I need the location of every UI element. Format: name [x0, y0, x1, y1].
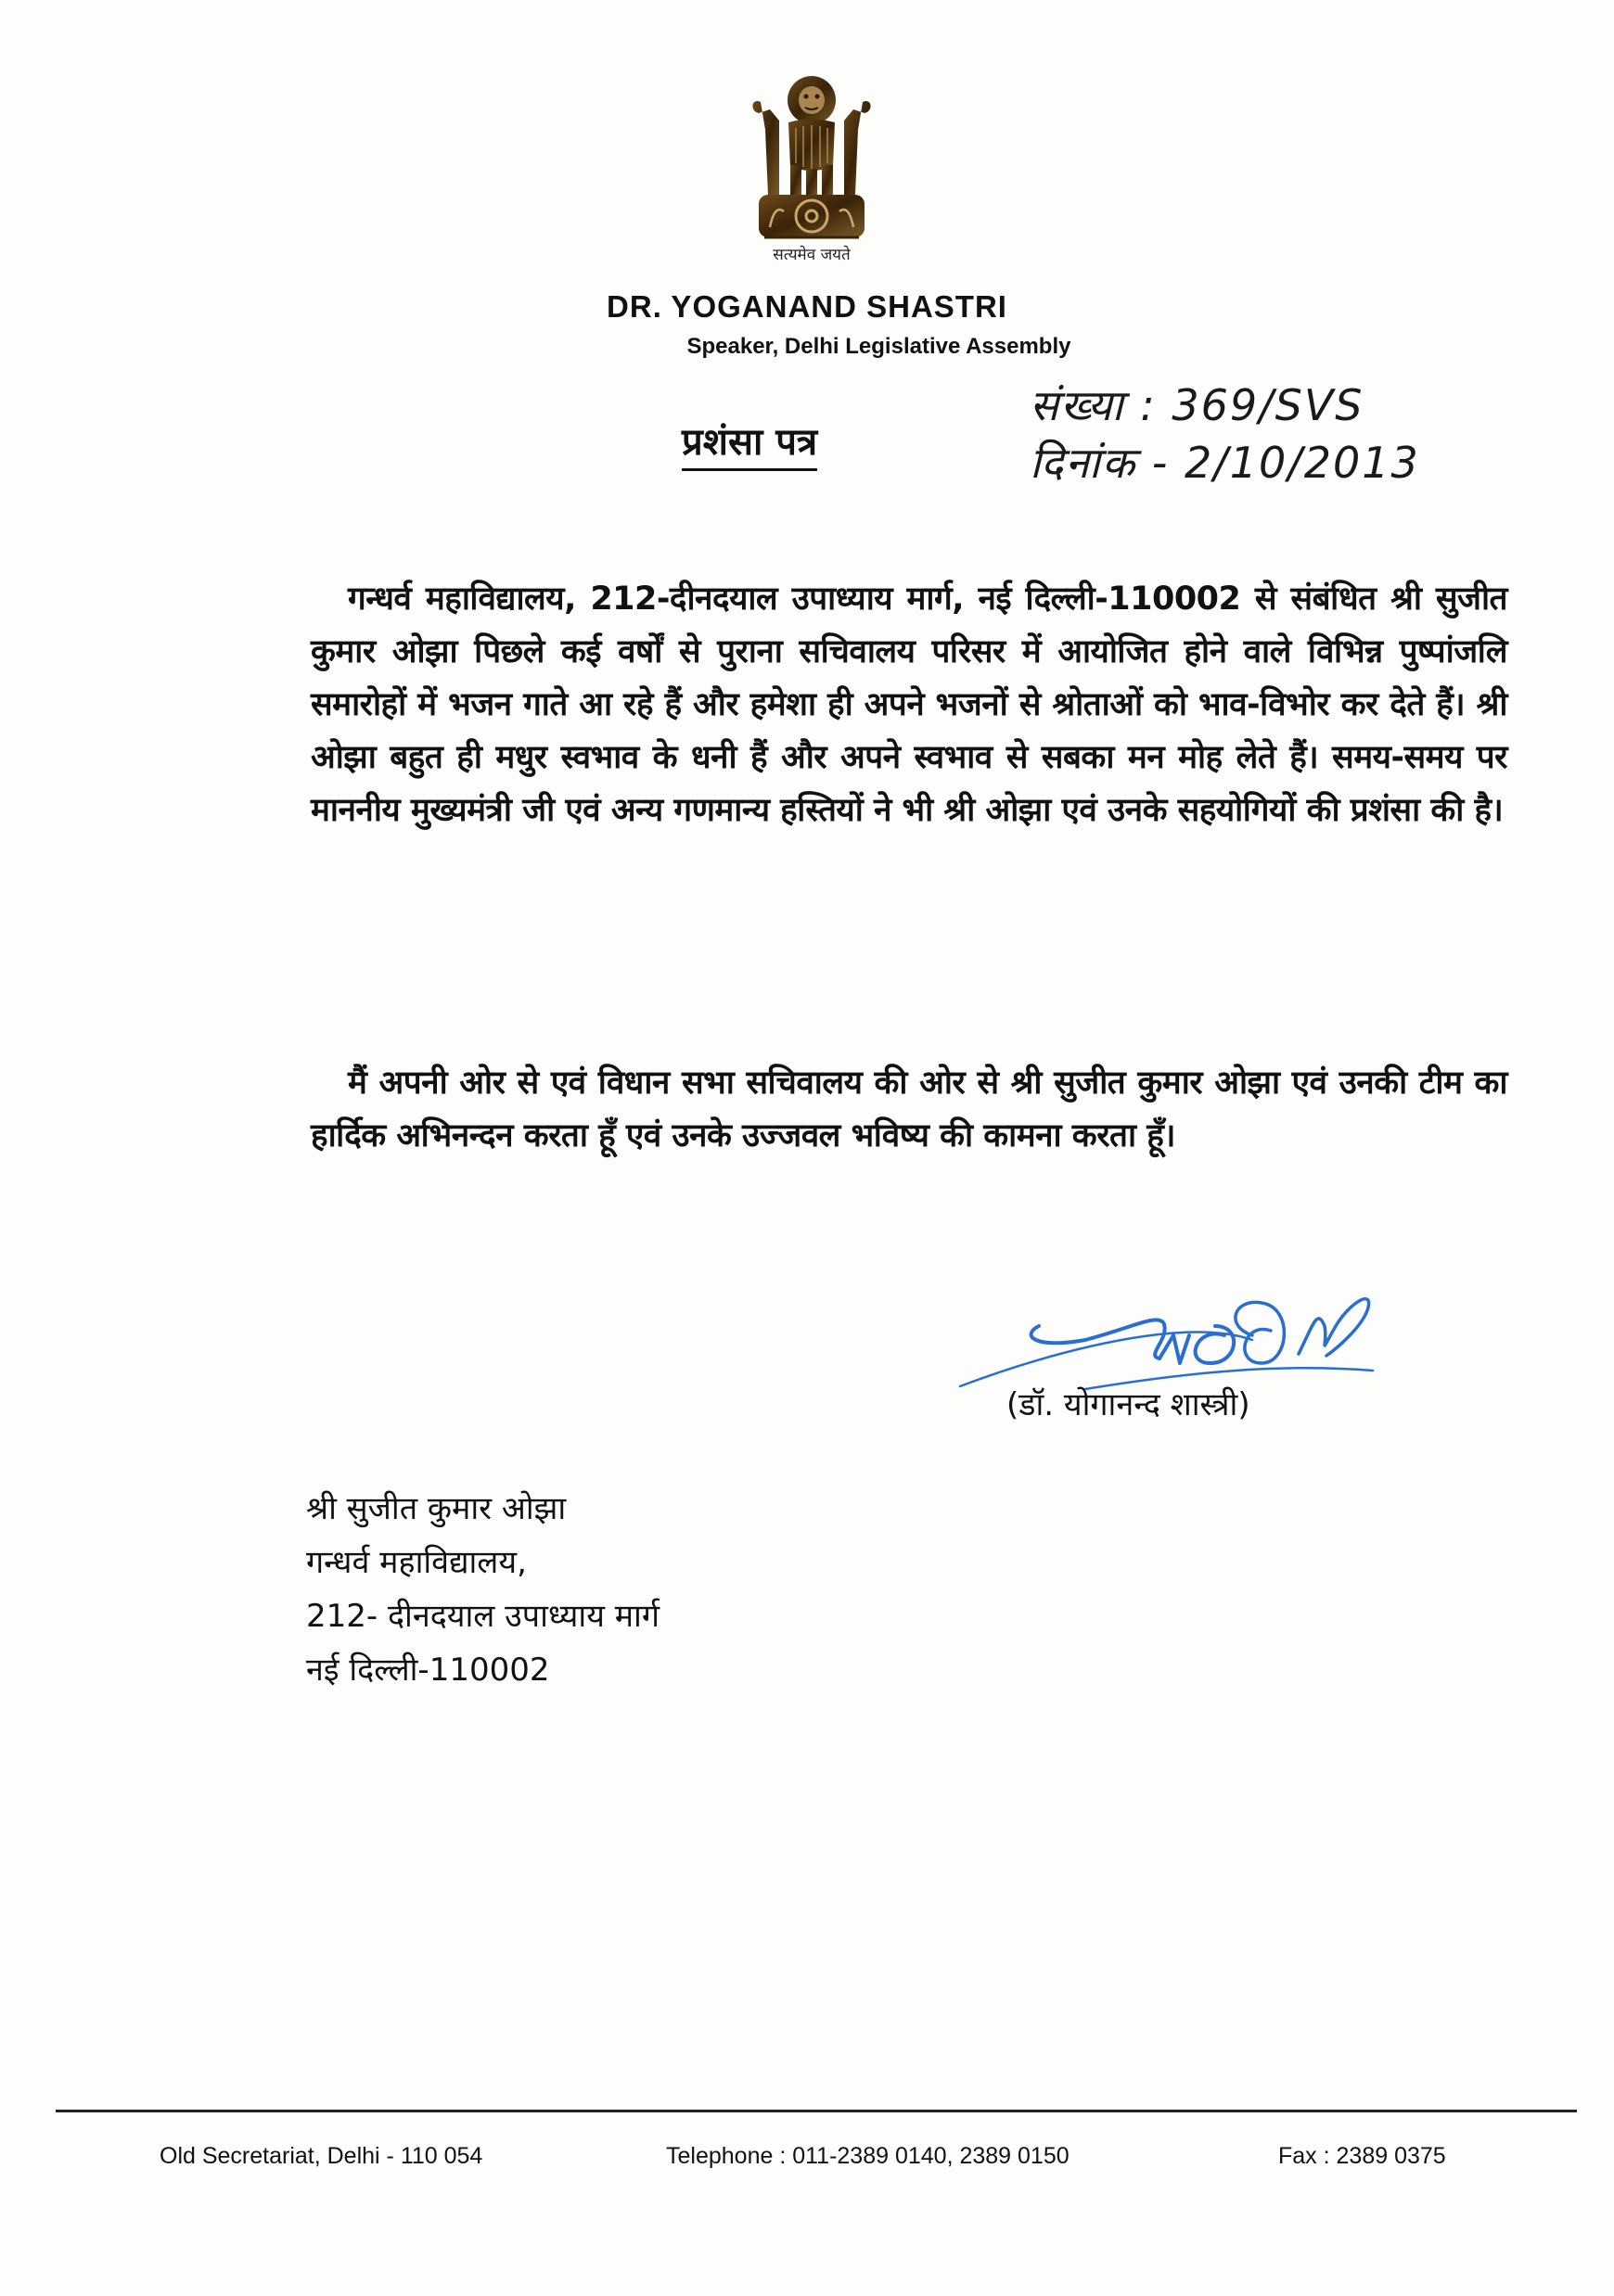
emblem-motto: सत्यमेव जयते	[773, 246, 851, 264]
reference-date: दिनांक - 2/10/2013	[1030, 438, 1420, 488]
recipient-line: गन्धर्व महाविद्यालय,	[306, 1544, 527, 1581]
signature-icon	[946, 1270, 1391, 1391]
recipient-line: श्री सुजीत कुमार ओझा	[306, 1490, 567, 1527]
letterhead-designation: Speaker, Delhi Legislative Assembly	[686, 334, 1071, 359]
body-paragraph: गन्धर्व महाविद्यालय, 212-दीनदयाल उपाध्याय मार्ग, नई दिल्ली-110002 से संबंधित श्री सुजीत कुमार ओझा पिछले कई वर्षों से पुराना सचिवालय परिसर में आयोजित होने वाले विभिन्न पुष्पांजलि समारोहों में भजन गाते आ रहे हैं और हमेशा ही अपने भजनों से श्रोताओं को भाव-विभोर कर देते हैं। श्री ओझा बहुत ही मधुर स्वभाव के धनी हैं और अपने स्वभाव से सबका मन मोह लेते हैं। समय-समय पर माननीय मुख्यमंत्री जी एवं अन्य गणमान्य हस्तियों ने भी श्री ओझा एवं उनके सहयोगियों की प्रशंसा की है।	[311, 580, 1508, 829]
recipient-address	[306, 1482, 660, 1697]
handwritten-reference	[1020, 376, 1558, 505]
footer-divider	[56, 2110, 1577, 2112]
letterhead-name: DR. YOGANAND SHASTRI	[607, 289, 1007, 324]
body-paragraph: मैं अपनी ओर से एवं विधान सभा सचिवालय की ओर से श्री सुजीत कुमार ओझा एवं उनकी टीम का हार्दिक अभिनन्दन करता हूँ एवं उनके उज्जवल भविष्य की कामना करता हूँ।	[311, 1065, 1507, 1154]
footer-fax: Fax : 2389 0375	[1278, 2143, 1446, 2169]
footer-telephone: Telephone : 011-2389 0140, 2389 0150	[666, 2143, 1070, 2169]
signatory-name: (डॉ. योगानन्द शास्त्री)	[1006, 1386, 1250, 1423]
recipient-line: नई दिल्ली-110002	[306, 1652, 550, 1689]
letterhead-designation-row	[0, 334, 1614, 360]
reference-number: संख्या : 369/SVS	[1030, 380, 1364, 430]
recipient-line: 212- दीनदयाल उपाध्याय मार्ग	[306, 1598, 660, 1635]
footer-address: Old Secretariat, Delhi - 110 054	[160, 2143, 483, 2169]
state-emblem-icon	[742, 65, 881, 250]
letter-title: प्रशंसा पत्र	[682, 422, 817, 471]
